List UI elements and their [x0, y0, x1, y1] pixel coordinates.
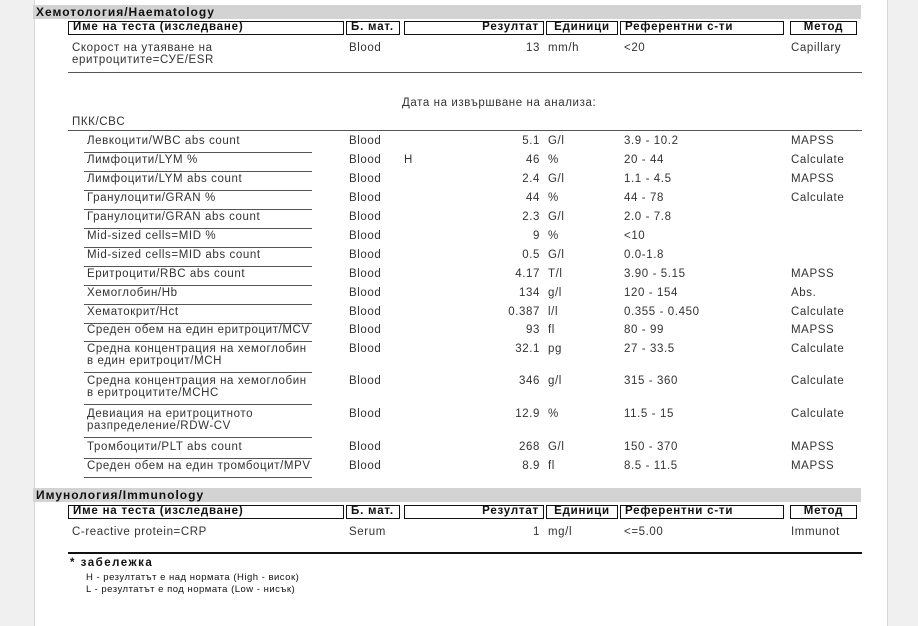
- cell-units: T/l: [548, 268, 563, 280]
- test-name: Скорост на утаяване на: [72, 42, 213, 54]
- cell-reference: 3.9 - 10.2: [624, 135, 679, 147]
- test-name: Средна концентрация на хемоглобин: [87, 375, 307, 387]
- row-underline: [84, 477, 312, 478]
- cell-result: 46: [526, 154, 540, 166]
- cell-method: Capillary: [791, 42, 842, 54]
- cell-material: Blood: [349, 249, 382, 261]
- haematology-title: Хемотология/Haematology: [36, 5, 215, 19]
- cell-result: 0.387: [508, 306, 540, 318]
- cell-method: Calculate: [791, 154, 845, 166]
- cell-method: Calculate: [791, 408, 845, 420]
- cell-units: fl: [548, 460, 555, 472]
- cell-reference: 20 - 44: [624, 154, 665, 166]
- cell-material: Blood: [349, 408, 382, 420]
- cell-material: Blood: [349, 42, 382, 54]
- cell-result: 44: [526, 192, 540, 204]
- cell-result: 13: [526, 42, 540, 54]
- cell-material: Blood: [349, 460, 382, 472]
- row-underline: [84, 458, 312, 459]
- cell-units: l/l: [548, 306, 559, 318]
- cell-material: Blood: [349, 192, 382, 204]
- cell-units: %: [548, 408, 559, 420]
- cell-material: Blood: [349, 287, 382, 299]
- cell-reference: <10: [624, 230, 646, 242]
- row-underline: [84, 171, 312, 172]
- test-name: Среден обем на един еритроцит/MCV: [87, 324, 310, 336]
- cell-reference: 2.0 - 7.8: [624, 211, 672, 223]
- cell-material: Blood: [349, 306, 382, 318]
- cell-result: 0.5: [522, 249, 540, 261]
- cell-material: Blood: [349, 211, 382, 223]
- cell-method: MAPSS: [791, 268, 835, 280]
- row-underline: [84, 228, 312, 229]
- test-name: Хемоглобин/Hb: [87, 287, 178, 299]
- header-reference-2: Референтни с-ти: [620, 505, 784, 519]
- cell-result: 1: [533, 526, 540, 538]
- test-name: Лимфоцити/LYM %: [87, 154, 198, 166]
- cell-material: Blood: [349, 154, 382, 166]
- cell-material: Serum: [349, 526, 386, 538]
- cell-method: Calculate: [791, 375, 845, 387]
- cell-reference: 27 - 33.5: [624, 343, 675, 355]
- header-material-2: Б. мат.: [346, 505, 400, 519]
- test-name: Гранулоцити/GRAN abs count: [87, 211, 261, 223]
- cell-method: Abs.: [791, 287, 817, 299]
- cell-reference: 1.1 - 4.5: [624, 173, 672, 185]
- row-underline: [84, 304, 312, 305]
- cell-material: Blood: [349, 375, 382, 387]
- cell-result: 8.9: [522, 460, 540, 472]
- cell-units: g/l: [548, 287, 562, 299]
- header-method: Метод: [790, 21, 857, 35]
- test-name: Среден обем на един тромбоцит/MPV: [87, 460, 311, 472]
- row-underline: [84, 152, 312, 153]
- cell-reference: 3.90 - 5.15: [624, 268, 686, 280]
- header-result: Резултат: [404, 21, 544, 35]
- test-name: Хематокрит/Hct: [87, 306, 179, 318]
- cell-reference: 0.0-1.8: [624, 249, 665, 261]
- cell-method: MAPSS: [791, 460, 835, 472]
- test-name: Девиация на еритроцитното: [87, 408, 254, 420]
- note-high: H - резултатът е над нормата (High - висок): [86, 572, 300, 583]
- cell-units: G/l: [548, 135, 565, 147]
- cell-reference: <20: [624, 42, 646, 54]
- cell-reference: 120 - 154: [624, 287, 678, 299]
- header-method-2: Метод: [790, 505, 857, 519]
- header-units-2: Единици: [546, 505, 618, 519]
- header-material: Б. мат.: [346, 21, 400, 35]
- test-name: Средна концентрация на хемоглобин: [87, 343, 307, 355]
- row-underline: [84, 341, 312, 342]
- header-units: Единици: [546, 21, 618, 35]
- cbc-top-rule: [68, 130, 862, 131]
- header-test-name-2: Име на теста (изследване): [68, 505, 344, 519]
- cell-method: MAPSS: [791, 324, 835, 336]
- cell-material: Blood: [349, 173, 382, 185]
- cell-method: Calculate: [791, 343, 845, 355]
- row-underline: [84, 247, 312, 248]
- row-underline: [84, 372, 312, 373]
- cell-units: mg/l: [548, 526, 573, 538]
- cell-reference: 150 - 370: [624, 441, 678, 453]
- cell-reference: 44 - 78: [624, 192, 665, 204]
- cell-result: 93: [526, 324, 540, 336]
- cell-result: 9: [533, 230, 540, 242]
- note-low: L - резултатът е под нормата (Low - нисък): [86, 584, 296, 595]
- test-name: Гранулоцити/GRAN %: [87, 192, 216, 204]
- cbc-title: ПКК/CBC: [72, 116, 126, 128]
- cell-units: G/l: [548, 211, 565, 223]
- test-name: Еритроцити/RBC abs count: [87, 268, 246, 280]
- cell-result: 268: [519, 441, 540, 453]
- test-name: Лимфоцити/LYM abs count: [87, 173, 243, 185]
- header-reference: Референтни с-ти: [620, 21, 784, 35]
- test-name: C-reactive protein=CRP: [72, 526, 207, 538]
- cell-units: %: [548, 154, 559, 166]
- cell-units: pg: [548, 343, 562, 355]
- cell-material: Blood: [349, 343, 382, 355]
- cell-method: Calculate: [791, 192, 845, 204]
- test-name-continued: еритроцитите=СУЕ/ESR: [72, 54, 214, 66]
- cell-units: %: [548, 230, 559, 242]
- cell-units: mm/h: [548, 42, 580, 54]
- cell-material: Blood: [349, 441, 382, 453]
- cell-result: 12.9: [515, 408, 540, 420]
- cell-result: 346: [519, 375, 540, 387]
- cell-units: G/l: [548, 249, 565, 261]
- cell-method: Calculate: [791, 306, 845, 318]
- notes-title: * забележка: [70, 557, 154, 569]
- test-name: Тромбоцити/PLT abs count: [87, 441, 243, 453]
- row-underline: [84, 266, 312, 267]
- immunology-bottom-rule: [68, 552, 862, 554]
- cell-result: 134: [519, 287, 540, 299]
- cell-reference: 0.355 - 0.450: [624, 306, 700, 318]
- cell-method: MAPSS: [791, 135, 835, 147]
- cell-units: g/l: [548, 375, 562, 387]
- cell-flag: H: [404, 154, 413, 166]
- header-result-2: Резултат: [404, 505, 544, 519]
- cell-reference: <=5.00: [624, 526, 664, 538]
- row-underline: [84, 404, 312, 405]
- test-name: Левкоцити/WBC abs count: [87, 135, 241, 147]
- cell-result: 2.4: [522, 173, 540, 185]
- cell-units: G/l: [548, 173, 565, 185]
- row-underline: [84, 437, 312, 438]
- cell-units: G/l: [548, 441, 565, 453]
- test-name-continued: разпределение/RDW-CV: [87, 420, 231, 432]
- row-underline: [84, 209, 312, 210]
- test-name-continued: в един еритроцит/MCH: [87, 355, 223, 367]
- cell-result: 2.3: [522, 211, 540, 223]
- test-name-continued: в еритроцитите/MCHC: [87, 387, 219, 399]
- cell-method: MAPSS: [791, 441, 835, 453]
- cell-method: Immunot: [791, 526, 840, 538]
- cell-material: Blood: [349, 135, 382, 147]
- cell-method: MAPSS: [791, 173, 835, 185]
- cell-material: Blood: [349, 268, 382, 280]
- cell-result: 4.17: [515, 268, 540, 280]
- cell-material: Blood: [349, 230, 382, 242]
- cell-reference: 11.5 - 15: [624, 408, 674, 420]
- cell-result: 32.1: [515, 343, 540, 355]
- header-test-name: Име на теста (изследване): [68, 21, 344, 35]
- test-name: Mid-sized cells=MID %: [87, 230, 217, 242]
- analysis-date-label: Дата на извършване на анализа:: [402, 97, 597, 109]
- cell-material: Blood: [349, 324, 382, 336]
- haematology-bottom-rule: [68, 72, 862, 73]
- test-name: Mid-sized cells=MID abs count: [87, 249, 261, 261]
- immunology-title: Имунология/Immunology: [36, 488, 205, 502]
- cell-units: %: [548, 192, 559, 204]
- row-underline: [84, 285, 312, 286]
- cell-reference: 8.5 - 11.5: [624, 460, 678, 472]
- cell-units: fl: [548, 324, 555, 336]
- cell-reference: 315 - 360: [624, 375, 678, 387]
- cell-result: 5.1: [522, 135, 540, 147]
- row-underline: [84, 190, 312, 191]
- cell-reference: 80 - 99: [624, 324, 665, 336]
